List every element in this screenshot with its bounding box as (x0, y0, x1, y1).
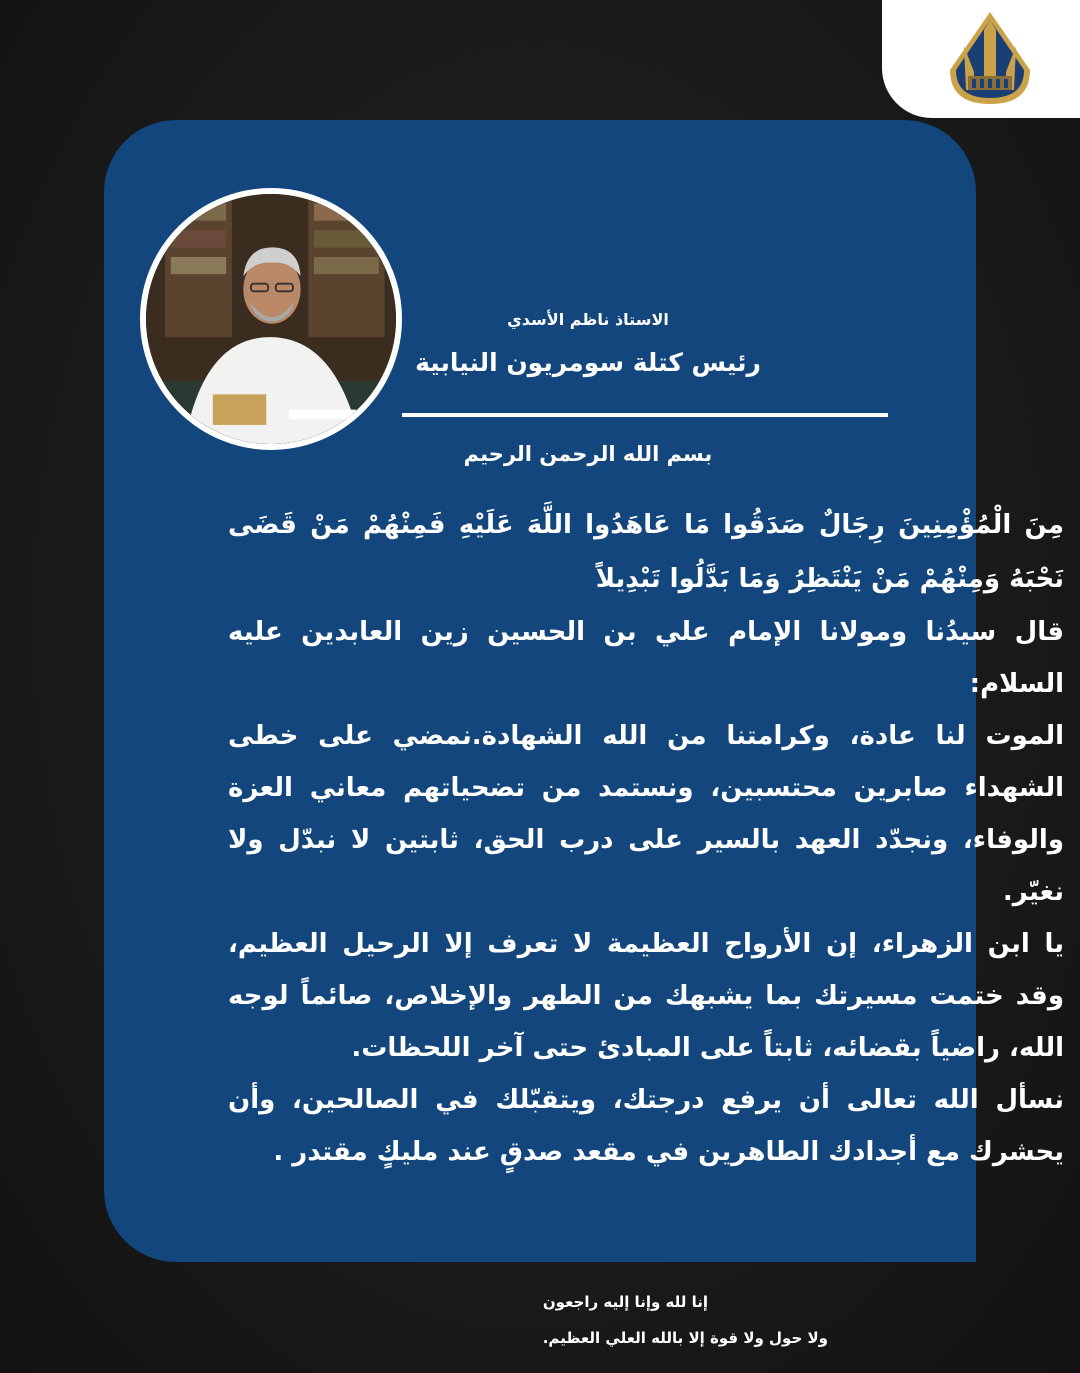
closing-lines (208, 1284, 828, 1356)
author-title: رئيس كتلة سومريون النيابية (415, 348, 761, 377)
logo-tab (882, 0, 1080, 118)
author-name: الاستاذ ناظم الأسدي (507, 310, 669, 329)
quran-verse: مِنَ الْمُؤْمِنِينَ رِجَالٌ صَدَقُوا مَا عَاهَدُوا اللَّهَ عَلَيْهِ فَمِنْهُمْ مَنْ قَضَى نَحْبَهُ وَمِنْهُمْ مَنْ يَنْتَظِرُ وَمَا بَدَّلُوا تَبْدِيلاً (228, 510, 1064, 594)
basmala: بسم الله الرحمن الرحيم (463, 442, 713, 466)
condolence-card (104, 120, 1064, 1347)
closing-line-2: ولا حول ولا قوة إلا بالله العلي العظيم. (542, 1329, 828, 1347)
paragraph-quote: الموت لنا عادة، وكرامتنا من الله الشهادة.نمضي على خطى الشهداء صابرين محتسبين، ونستمد من تضحياتهم معاني العزة والوفاء، ونجدّد العهد بالسير على درب الحق، ثابتين لا نبدّل ولا نغيّر. (228, 721, 1064, 907)
paragraph-prayer: نسأل الله تعالى أن يرفع درجتك، ويتقبّلك في الصالحين، وأن يحشرك مع أجدادك الطاهرين في مقعد صدقٍ عند مليكٍ مقتدر . (228, 1085, 1064, 1167)
header-divider (402, 413, 888, 417)
closing-line-1: إنا لله وإنا إليه راجعون (542, 1293, 708, 1311)
party-emblem-icon (944, 10, 1036, 106)
paragraph-tribute: يا ابن الزهراء، إن الأرواح العظيمة لا تعرف إلا الرحيل العظيم، وقد ختمت مسيرتك بما يشبهك من الطهر والإخلاص، صائماً لوجه الله، راضياً بقضائه، ثابتاً على المبادئ حتى آخر اللحظات. (228, 929, 1064, 1063)
message-body (228, 498, 1064, 1178)
paragraph-quote-intro: قال سيدُنا ومولانا الإمام علي بن الحسين زين العابدين عليه السلام: (228, 617, 1064, 699)
